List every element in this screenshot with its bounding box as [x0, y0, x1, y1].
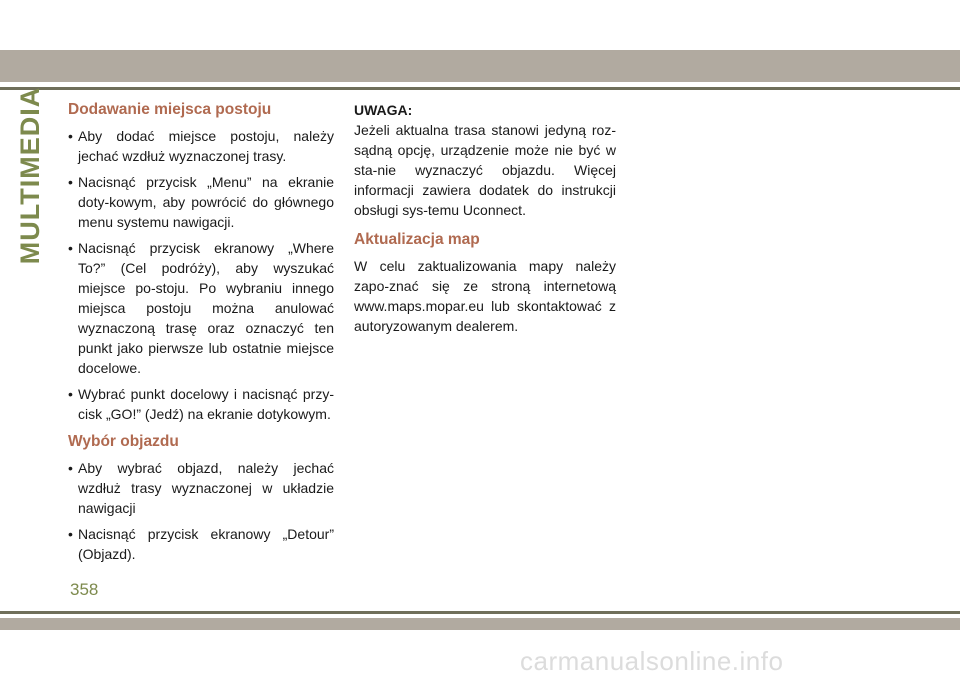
- watermark: carmanualsonline.info: [520, 646, 784, 676]
- section-label: MULTIMEDIA: [15, 86, 46, 264]
- list-item: • Wybrać punkt docelowy i nacisnąć przy-cisk „GO!” (Jedź) na ekranie dotykowym.: [68, 386, 334, 422]
- map-update-paragraph: W celu zaktualizowania mapy należy zapo-znać się ze stroną internetową www.maps.mopar.eu lub skontaktować z autoryzowanym dealerem.: [354, 258, 616, 334]
- list-item: • Nacisnąć przycisk „Menu” na ekranie doty-kowym, aby powrócić do głównego menu systemu nawigacji.: [68, 174, 334, 230]
- list-adding-stop: [68, 126, 334, 424]
- footer-band: [0, 618, 960, 630]
- bullet-icon: •: [68, 174, 73, 190]
- bullet-icon: •: [68, 240, 73, 256]
- note-title: UWAGA:: [354, 102, 413, 118]
- header-rule: [0, 87, 960, 90]
- list-item: • Nacisnąć przycisk ekranowy „Detour” (Objazd).: [68, 526, 334, 562]
- bullet-icon: •: [68, 526, 73, 542]
- list-detour: [68, 458, 334, 564]
- list-item: • Aby wybrać objazd, należy jechać wzdłuż trasy wyznaczonej w układzie nawigacji: [68, 460, 334, 516]
- heading-detour: Wybór objazdu: [68, 433, 179, 450]
- footer-rule: [0, 611, 960, 614]
- bullet-icon: •: [68, 386, 73, 402]
- note-text: Jeżeli aktualna trasa stanowi jedyną roz-sądną opcję, urządzenie może nie być w sta-nie wyznaczyć objazdu. Więcej informacji zawiera dodatek do instrukcji obsługi sys-temu Uconnect.: [354, 122, 616, 218]
- bullet-icon: •: [68, 460, 73, 476]
- list-item: • Nacisnąć przycisk ekranowy „Where To?” (Cel podróży), aby wyszukać miejsce po-stoju. Po wybraniu innego miejsca postoju można anulować wyznaczoną trasę oraz oznaczyć ten punkt jako pierwsze lub ostatnie miejsce docelowe.: [68, 240, 334, 376]
- heading-map-update: Aktualizacja map: [354, 231, 480, 248]
- heading-adding-stop: Dodawanie miejsca postoju: [68, 101, 272, 118]
- list-item: • Aby dodać miejsce postoju, należy jechać wzdłuż wyznaczonej trasy.: [68, 128, 334, 164]
- header-band: [0, 50, 960, 82]
- right-column: [354, 100, 616, 336]
- page-number: 358: [70, 580, 99, 599]
- bullet-icon: •: [68, 128, 73, 144]
- section-tab: [15, 86, 46, 264]
- left-column: [68, 100, 334, 572]
